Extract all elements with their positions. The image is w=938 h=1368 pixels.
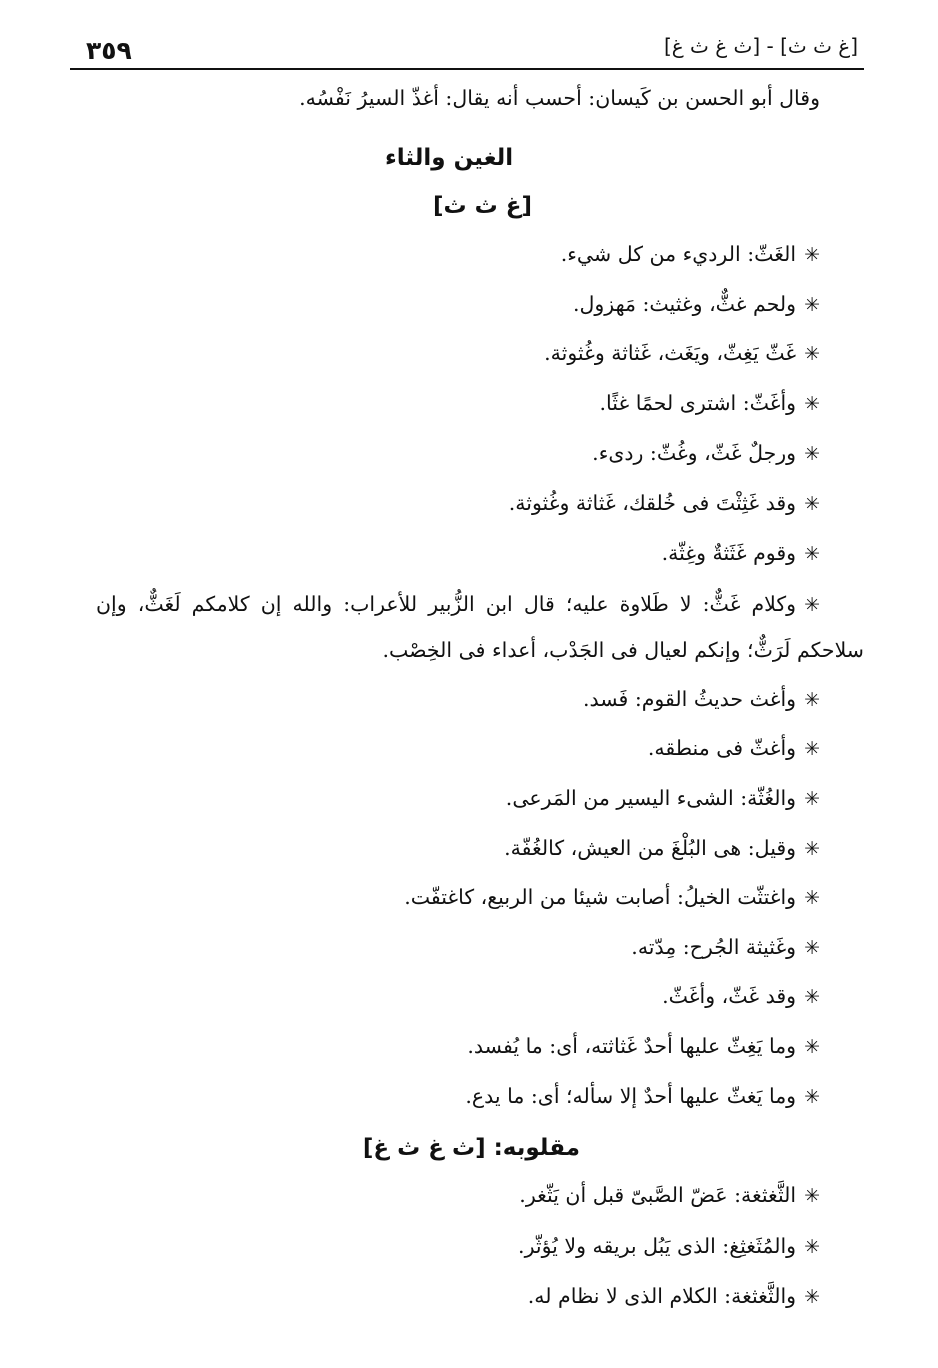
entry-line: ✳ واغتثّت الخيلُ: أصابت شيئا من الربيع، كاغتفّت.: [404, 887, 820, 908]
maqlub-entry-line: ✳ والثَّغثغة: الكلام الذى لا نظام له.: [528, 1286, 820, 1307]
entry-line: ✳ وقيل: هى البُلْغَ من العيش، كالغُفّة.: [504, 838, 820, 859]
root-title: [غ ث ث]: [433, 193, 532, 219]
maqlub-entry-line: ✳ الثَّغثغة: عَضّ الصَّبىّ قبل أن يَثّغر.: [519, 1185, 820, 1206]
maqlub-title: مقلوبه: [ث غ ث غ]: [362, 1135, 580, 1161]
entry-line: ✳ وقد غَثِثْتَ فى خُلقك، غَثاثة وغُثوثة.: [509, 493, 820, 514]
entry-line: ✳ وكلام غَثٌّ: لا طَلاوة عليه؛ قال ابن الزُّبير للأعراب: والله إن كلامكم لَغَثٌّ، وإن: [96, 594, 820, 615]
entry-line: ✳ وأغثّ فى منطقه.: [648, 738, 820, 759]
entry-line: ✳ وقد غَثّ، وأغَثّ.: [662, 986, 820, 1007]
entry-line: ✳ الغَثّ: الرديء من كل شيء.: [561, 244, 820, 265]
entry-line: ✳ وقوم غَثَثةٌ وغِثّة.: [662, 543, 820, 564]
entry-line: ✳ وأغث حديثُ القوم: فَسد.: [583, 689, 820, 710]
page-number: ٣٥٩: [86, 36, 132, 65]
maqlub-entry-line: ✳ والمُثَغثِغ: الذى يَبُل بريقه ولا يُؤثّر.: [518, 1236, 820, 1257]
entry-continuation-line: سلاحكم لَرَثٌّ؛ وإنكم لعيال فى الجَدْب، أعداء فى الخِصْب.: [382, 638, 864, 662]
entry-line: ✳ وغَثيثة الجُرح: مِدّته.: [631, 937, 820, 958]
section-title: الغين والثاء: [385, 145, 514, 171]
entry-line: ✳ ورجلٌ غَثّ، وغُثّ: ردىء.: [592, 443, 820, 464]
entry-line: ✳ وما يَغثّ عليها أحدٌ إلا سأله؛ أى: ما يدع.: [465, 1086, 820, 1107]
intro-line: وقال أبو الحسن بن كَيسان: أحسب أنه يقال: أغذّ السيرُ نَفْسُه.: [299, 86, 820, 110]
entry-line: ✳ ولحم غثٌّ، وغثيث: مَهزول.: [573, 294, 820, 315]
entry-line: ✳ وأغَثّ: اشترى لحمًا غثًا.: [600, 393, 820, 414]
entry-line: ✳ غَثّ يَغِثّ، ويَغَث، غَثاثة وغُثوثة.: [544, 343, 820, 364]
entry-line: ✳ والغُثّة: الشىء اليسير من المَرعى.: [506, 788, 820, 809]
running-title: [غ ث ث] - [ث غ ث غ]: [663, 34, 858, 58]
entry-line: ✳ وما يَغِثّ عليها أحدٌ غَثاثته، أى: ما يُفسد.: [467, 1036, 820, 1057]
header-rule: [70, 68, 864, 70]
